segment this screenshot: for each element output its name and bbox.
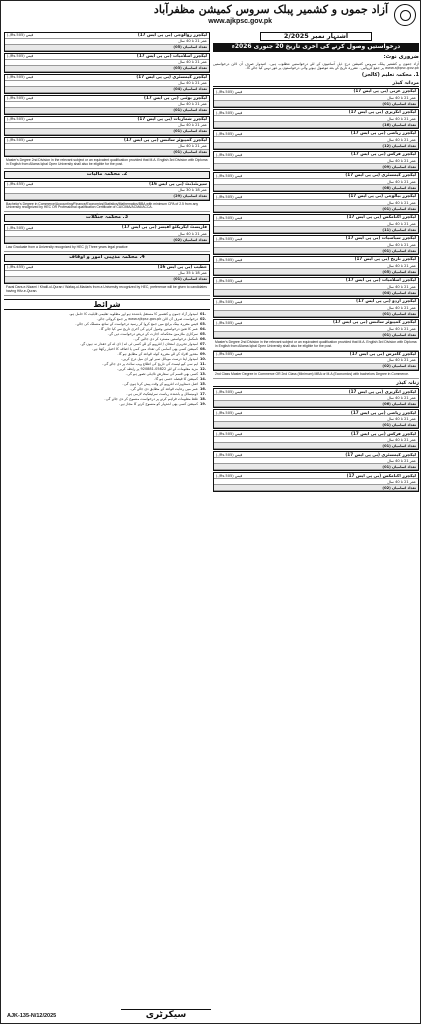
condition-number: 10.: [200, 356, 207, 361]
condition-number: 08.: [200, 346, 207, 351]
post-count: تعداد اسامیاں (02): [214, 364, 418, 370]
post-block: [4, 116, 210, 136]
post-count: تعداد اسامیاں (11): [214, 227, 418, 233]
post-block: [213, 388, 419, 408]
post-block: [213, 235, 419, 255]
post-title: لیکچرر بوٹنی (بی پی ایس 17): [144, 96, 207, 101]
post-count: تعداد اسامیاں (01): [5, 129, 209, 135]
condition-item: [4, 347, 210, 351]
post-count: تعداد اسامیاں (08): [214, 185, 418, 191]
post-count: تعداد اسامیاں (05): [5, 45, 209, 51]
post-block: [4, 137, 210, 157]
post-block: [213, 351, 419, 371]
post-age: عمر 21 تا 40 سال: [178, 81, 207, 86]
post-block: [213, 277, 419, 297]
post-count: تعداد اسامیاں (04): [214, 290, 418, 296]
condition-item: [4, 352, 210, 356]
post-title: لیکچرر ریاضی (بی پی ایس 17): [350, 410, 416, 415]
condition-number: 16.: [200, 387, 207, 392]
post-block: [4, 95, 210, 115]
dept3-title: 3. محکمہ جنگلات: [4, 214, 210, 222]
dept4-post: [4, 264, 210, 284]
post-fee: فیس (Rs.455/-): [7, 182, 34, 186]
post-age: عمر 18 تا 30 سال: [178, 188, 207, 192]
post-count: تعداد اسامیاں (01): [5, 108, 209, 114]
condition-text: اصل دستاویزات انٹرویو کے وقت پیش کرنا ہوں گی۔: [121, 382, 198, 386]
condition-item: [4, 377, 210, 381]
commission-logo: [394, 4, 416, 26]
condition-item: [4, 372, 210, 376]
condition-item: [4, 362, 210, 366]
left-qualification-note: Master's Degree 2nd Division in the relevant subject or an equivalent qualification provided that M.A. English 3rd Division with Diploma in English from Allama Iqbal Open University shall also be eligible for the post.: [4, 158, 210, 169]
dept2-qualification-note: Bachelor's Degree in Commerce/Accounting/Finance/Economics/Statistics/Mathematics/BBA with minimum CPA of 2.5 from any University recognized by HEC OR Professional qualification Certificate of CA/CIMA/ACMA/ACCA.: [4, 202, 210, 213]
post-count: تعداد اسامیاں (01): [214, 332, 418, 338]
post-block: [213, 451, 419, 471]
post-fee: فیس (Rs.505/-): [216, 131, 243, 136]
left-post-list: [4, 32, 210, 157]
condition-number: 09.: [200, 351, 207, 356]
condition-text: مزید معلومات کے لئے 05822-920881 پر رابطہ کریں۔: [116, 366, 198, 371]
post-fee: فیس (Rs.505/-): [7, 138, 34, 143]
post-fee: فیس (Rs.505/-): [216, 110, 243, 115]
post-age: عمر 21 تا 40 سال: [178, 102, 207, 107]
condition-item: [4, 332, 210, 336]
post-title: لیکچرر فزکس (بی پی ایس 17): [351, 431, 416, 436]
post-block: [213, 109, 419, 129]
post-fee: فیس (Rs.455/-): [7, 265, 34, 270]
qualification-note: 2nd Class Master Degree in Commerce OR 2nd Class (Minimum) MBA or M.A (Economics) with bachelors Degree in Commerce.: [213, 372, 419, 379]
post-title: لیکچرر انگریزی (بی پی ایس 17): [348, 110, 416, 115]
condition-number: 04.: [200, 326, 207, 331]
post-fee: فیس (Rs.505/-): [216, 173, 243, 178]
condition-text: درخواست صرف آن لائن www.ajkpsc.gov.pk پر جمع کروائی جائے۔: [96, 316, 198, 321]
post-count: تعداد اسامیاں (16): [214, 122, 418, 128]
post-fee: فیس (Rs.505/-): [216, 352, 243, 357]
post-fee: فیس (Rs.505/-): [216, 278, 243, 283]
condition-text: معذور افراد کے لئے مقررہ کوٹہ قواعد کے مطابق ہو گا۔: [116, 351, 198, 356]
post-count: تعداد اسامیاں (01): [214, 464, 418, 470]
condition-item: [4, 402, 210, 406]
post-block: [213, 88, 419, 108]
condition-number: 19.: [200, 402, 207, 407]
post-age: عمر 18 تا 35 سال: [178, 271, 207, 276]
post-block: [213, 130, 419, 150]
condition-item: [4, 322, 210, 326]
conditions-title: شرائط: [4, 299, 210, 310]
condition-item: [4, 327, 210, 331]
post-age: عمر 21 تا 40 سال: [387, 242, 416, 247]
post-title: لیکچرر فزکس (بی پی ایس 17): [351, 152, 416, 157]
post-title: خطیب (بی پی ایس 16): [157, 264, 207, 269]
post-age: عمر 21 تا 40 سال: [178, 39, 207, 44]
post-age: عمر 21 تا 40 سال: [178, 60, 207, 65]
cadre-subhead: زنانہ کیڈر: [213, 381, 419, 388]
post-count: تعداد اسامیاں (04): [5, 87, 209, 93]
post-fee: فیس (Rs.505/-): [216, 89, 243, 94]
post-age: عمر 21 تا 40 سال: [387, 284, 416, 289]
condition-text: امیدوار اپنا درست موبائل نمبر اور ای میل درج کریں۔: [120, 356, 198, 361]
post-title: لیکچرر کیمسٹری (بی پی ایس 17): [345, 173, 416, 178]
post-fee: فیس (Rs.505/-): [216, 194, 243, 199]
dept3-post: [4, 224, 210, 244]
condition-number: 05.: [200, 331, 207, 336]
post-age: عمر 21 تا 40 سال: [387, 263, 416, 268]
condition-number: 13.: [200, 371, 207, 376]
post-count: تعداد اسامیاں (29): [5, 194, 209, 200]
condition-number: 01.: [200, 311, 207, 316]
post-age: عمر 21 تا 40 سال: [387, 137, 416, 142]
post-count: تعداد اسامیاں (02): [214, 485, 418, 491]
condition-item: [4, 397, 210, 401]
post-block: [213, 409, 419, 429]
post-count: تعداد اسامیاں (01): [214, 443, 418, 449]
condition-item: [4, 382, 210, 386]
signatory-title: سیکرٹری: [121, 1009, 211, 1020]
condition-number: 07.: [200, 341, 207, 346]
post-fee: فیس (Rs.505/-): [216, 257, 243, 262]
left-column: [4, 32, 210, 987]
post-title: لیکچرر زوالوجی (بی پی ایس 17): [137, 33, 207, 38]
post-age: عمر 21 تا 40 سال: [387, 416, 416, 421]
condition-item: [4, 392, 210, 396]
post-fee: فیس (Rs.505/-): [216, 152, 243, 157]
dept4-qualification-note: Fazal Dars-e-Nizami / Khalil-ul-Quran / Wafaq-ul-Madaris from a University recognized by HEC, preference will be given to candidates having Hifz-e-Quran.: [4, 285, 210, 296]
condition-text: کمیشن کسی بھی آسامی کی تعداد میں کمی یا اضافہ کا اختیار رکھتا ہے۔: [91, 346, 198, 351]
condition-number: 18.: [200, 397, 207, 402]
post-age: عمر 21 تا 40 سال: [387, 200, 416, 205]
post-count: تعداد اسامیاں (05): [214, 269, 418, 275]
post-count: تعداد اسامیاں (06): [214, 401, 418, 407]
post-fee: فیس (Rs.505/-): [216, 431, 243, 436]
post-count: تعداد اسامیاں (01): [214, 101, 418, 107]
post-block: [213, 151, 419, 171]
condition-text: کمیشن کا فیصلہ حتمی ہو گا۔: [153, 376, 198, 381]
condition-text: سرکاری ملازمین محکمانہ اجازت کے ذریعے درخواست دیں گے۔: [107, 331, 198, 336]
post-fee: فیس (Rs.505/-): [216, 473, 243, 478]
advert-number: اشتہار نمبر 2/2025: [260, 32, 372, 41]
post-title: لیکچرر اکنامکس (بی پی ایس 17): [346, 215, 416, 220]
post-age: عمر 21 تا 40 سال: [387, 116, 416, 121]
post-age: عمر 21 تا 40 سال: [387, 305, 416, 310]
post-block: [4, 53, 210, 73]
header: [1, 1, 421, 31]
notice-heading: ضروری نوٹ:: [383, 54, 419, 61]
condition-number: 14.: [200, 376, 207, 381]
condition-text: امیدوار تحریری امتحان / انٹرویو کے لئے کسی ٹی اے / ڈی اے کے حقدار نہ ہوں گے۔: [79, 341, 198, 346]
dept2-title: 2. محکمہ مالیات: [4, 171, 210, 179]
condition-item: [4, 317, 210, 321]
cadre-subhead: مردانہ کیڈر: [213, 81, 419, 88]
post-block: [213, 214, 419, 234]
conditions-list: [4, 312, 210, 406]
post-title: لیکچرر اردو (بی پی ایس 17): [356, 299, 416, 304]
post-title: سپرنٹنڈنٹ (بی پی ایس 16): [149, 181, 207, 186]
post-block: [213, 298, 419, 318]
post-count: تعداد اسامیاں (03): [5, 66, 209, 72]
condition-number: 12.: [200, 366, 207, 371]
post-title: لیکچرر کمپیوٹر سائنس (بی پی ایس 17): [123, 138, 207, 143]
condition-number: 02.: [200, 316, 207, 321]
post-fee: فیس (Rs.505/-): [216, 452, 243, 457]
post-title: لیکچرر اکنامکس (بی پی ایس 17): [346, 473, 416, 478]
post-fee: فیس (Rs.505/-): [216, 215, 243, 220]
right-post-list: [213, 81, 419, 493]
post-fee: فیس (Rs.505/-): [216, 410, 243, 415]
post-age: عمر 21 تا 40 سال: [387, 179, 416, 184]
post-age: عمر 21 تا 40 سال: [387, 221, 416, 226]
post-count: تعداد اسامیاں (09): [214, 164, 418, 170]
right-column: [213, 32, 419, 987]
post-count: تعداد اسامیاں (01): [5, 150, 209, 156]
condition-text: کسی بھی قسم کی سفارش نااہلی تصور ہو گی۔: [125, 371, 198, 376]
reference-code: AJK-135-N/12/2025: [7, 1012, 57, 1019]
post-block: [213, 193, 419, 213]
post-age: عمر 21 تا 40 سال: [178, 144, 207, 149]
post-block: [4, 32, 210, 52]
post-fee: فیس (Rs.505/-): [216, 236, 243, 241]
post-fee: فیس (Rs.505/-): [7, 54, 34, 59]
post-title: لیکچرر کمپیوٹر سائنس (بی پی ایس 17): [332, 320, 416, 325]
condition-number: 11.: [200, 361, 207, 366]
post-fee: فیس (Rs.505/-): [7, 75, 34, 80]
condition-text: کمیشن کسی بھی اشتہار کو منسوخ کرنے کا مجاز ہے۔: [118, 402, 198, 407]
dept4-title: 4. محکمہ مذہبی امور و اوقاف: [4, 254, 210, 262]
post-count: تعداد اسامیاں (01): [214, 248, 418, 254]
post-count: تعداد اسامیاں (01): [5, 277, 209, 283]
post-fee: فیس (Rs.505/-): [7, 225, 34, 230]
post-age: عمر 21 تا 40 سال: [387, 158, 416, 163]
post-title: لیکچرر اسلامیات (بی پی ایس 17): [136, 54, 207, 59]
post-title: فاریسٹ ایگزیکٹو آفیسر (بی پی ایس 17): [121, 225, 207, 230]
post-title: لیکچرر تاریخ (بی پی ایس 17): [354, 257, 416, 262]
post-age: عمر 21 تا 40 سال: [387, 479, 416, 484]
post-fee: فیس (Rs.505/-): [216, 299, 243, 304]
condition-item: [4, 357, 210, 361]
footer: [1, 987, 421, 1023]
post-title: لیکچرر عربی (بی پی ایس 17): [353, 89, 416, 94]
condition-number: 15.: [200, 382, 207, 386]
post-count: تعداد اسامیاں (01): [214, 311, 418, 317]
condition-text: عمر کا تعین درخواستیں وصول کرنے کی آخری تاریخ سے کیا جائے گا۔: [98, 326, 198, 331]
post-title: لیکچرر کامرس (بی پی ایس 17): [349, 352, 416, 357]
post-title: لیکچرر ریاضی (بی پی ایس 17): [350, 131, 416, 136]
post-fee: فیس (Rs.505/-): [7, 96, 34, 101]
dept2-post: [4, 181, 210, 201]
post-fee: فیس (Rs.505/-): [7, 33, 34, 38]
post-title: لیکچرر کیمسٹری (بی پی ایس 17): [345, 452, 416, 457]
post-age: عمر 21 تا 40 سال: [387, 395, 416, 400]
dept3-qualification-note: Law Graduate from a University recognized by HEC (i) Three years legal practice: [4, 245, 210, 252]
post-block: [213, 430, 419, 450]
qualification-note: Master's Degree 2nd Division in the relevant subject or an equivalent qualification provided that M.A. English 3rd Division with Diploma in English from Allama Iqbal Open University shall also be eligible for the post.: [213, 340, 419, 351]
post-age: عمر 21 تا 40 سال: [178, 123, 207, 128]
org-title: آزاد جموں و کشمیر پبلک سروس کمیشن مظفرآباد: [153, 3, 388, 16]
post-age: عمر 21 تا 40 سال: [387, 458, 416, 463]
post-title: لیکچرر بیالوجی (بی پی ایس 17): [348, 194, 416, 199]
post-block: [213, 172, 419, 192]
website-link[interactable]: www.ajkpsc.gov.pk: [208, 18, 272, 25]
condition-number: 06.: [200, 336, 207, 341]
post-fee: فیس (Rs.505/-): [7, 117, 34, 122]
post-fee: فیس (Rs.505/-): [216, 389, 243, 394]
condition-text: فیس مقررہ بینک برانچ میں جمع کروا کر رسید درخواست کے ساتھ منسلک کی جائے۔: [74, 321, 198, 326]
post-age: عمر 21 تا 40 سال: [387, 95, 416, 100]
condition-text: نامکمل درخواستیں مسترد کر دی جائیں گی۔: [132, 336, 198, 341]
condition-item: [4, 337, 210, 341]
post-title: لیکچرر سیاسیات (بی پی ایس 17): [345, 236, 416, 241]
condition-text: عمر میں رعایت قواعد کے مطابق دی جائے گی۔: [129, 387, 198, 392]
dept-education-title: 1. محکمہ تعلیم (کالجز): [361, 71, 419, 78]
post-title: لیکچرر انگریزی (بی پی ایس 17): [348, 389, 416, 394]
condition-item: [4, 387, 210, 391]
post-block: [4, 74, 210, 94]
condition-text: امیدوار آزاد جموں و کشمیر کا مستقل باشندہ ہو اور مطلوبہ تعلیمی قابلیت کا حامل ہو۔: [68, 311, 198, 316]
post-count: تعداد اسامیاں (02): [5, 237, 209, 243]
condition-text: غلط معلومات فراہم کرنے پر درخواست منسوخ کر دی جائے گی۔: [103, 397, 198, 402]
post-age: عمر 21 تا 40 سال: [387, 437, 416, 442]
post-count: تعداد اسامیاں (12): [214, 143, 418, 149]
post-block: [213, 256, 419, 276]
notice-body: آزاد جموں و کشمیر پبلک سروس کمیشن درج ذیل آسامیوں کے لئے درخواستیں مطلوب ہیں۔ امیدوار صرف آن لائن درخواستیں www.ajkpsc.gov.pk پر جمع کروائیں۔ مقررہ تاریخ کے بعد موصول ہونے والی درخواستوں پر غور نہیں کیا جائے گا۔: [213, 61, 419, 70]
post-title: لیکچرر شماریات (بی پی ایس 17): [137, 117, 207, 122]
condition-item: [4, 312, 210, 316]
condition-item: [4, 342, 210, 346]
post-age: عمر 21 تا 40 سال: [387, 326, 416, 331]
post-title: لیکچرر کیمسٹری (بی پی ایس 17): [136, 75, 207, 80]
post-count: تعداد اسامیاں (01): [214, 422, 418, 428]
condition-item: [4, 367, 210, 371]
condition-number: 17.: [200, 392, 207, 397]
post-block: [213, 472, 419, 492]
post-age: عمر 21 تا 40 سال: [387, 358, 416, 363]
post-count: تعداد اسامیاں (01): [214, 206, 418, 212]
post-title: لیکچرر اسلامیات (بی پی ایس 17): [345, 278, 416, 283]
post-block: [213, 319, 419, 339]
post-fee: فیس (Rs.505/-): [216, 320, 243, 325]
deadline-banner: درخواستیں وصول کرنے کی آخری تاریخ 20 جنوری 2026ء: [213, 43, 419, 52]
condition-number: 03.: [200, 321, 207, 326]
condition-text: ڈومیسائل و باشندہ ریاست سرٹیفکیٹ لازمی ہے۔: [125, 392, 198, 397]
post-age: عمر 21 تا 40 سال: [178, 231, 207, 236]
condition-text: ایم سی کیو ٹیسٹ کی تاریخ کی اطلاع ویب سائٹ پر دی جائے گی۔: [101, 361, 198, 366]
